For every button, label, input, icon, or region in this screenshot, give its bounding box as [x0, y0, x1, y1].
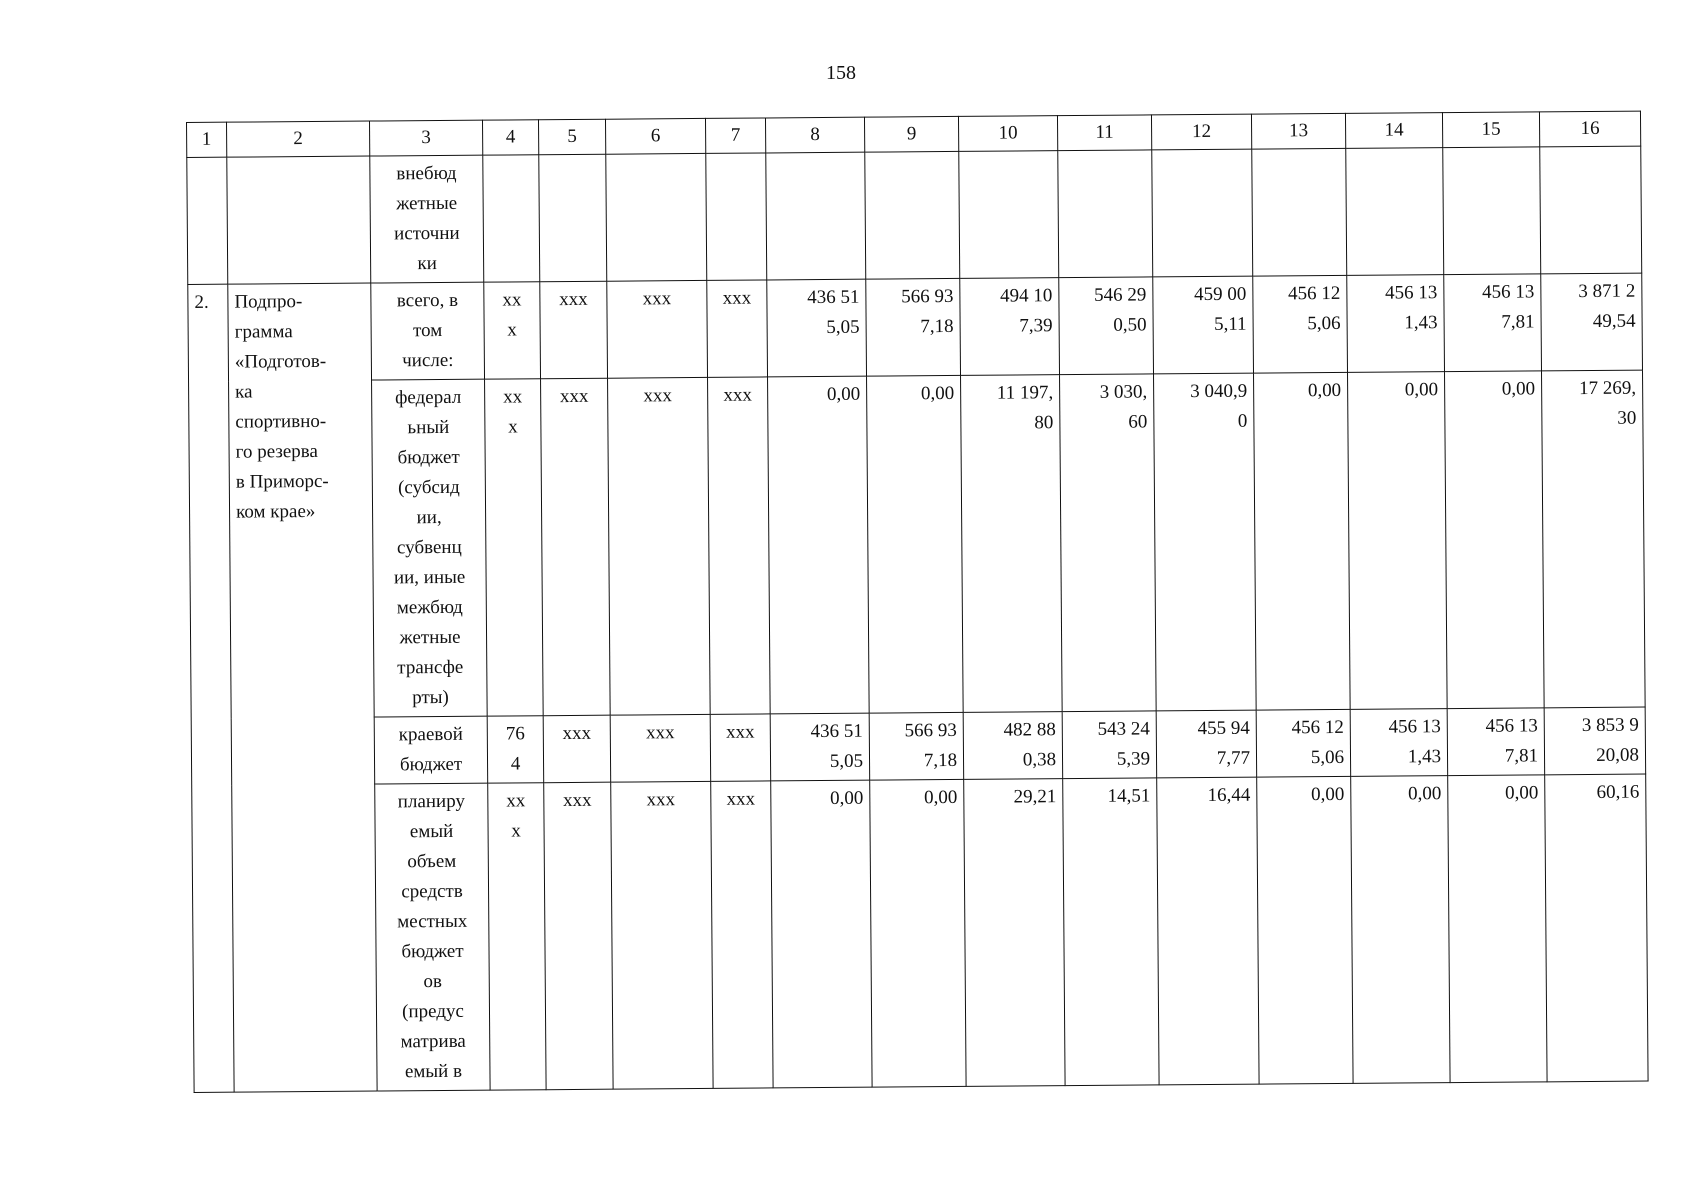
table-cell: ххх: [707, 280, 768, 377]
table-cell: 566 93 7,18: [869, 712, 964, 780]
funding-source-cell: внебюд жетные источни ки: [370, 155, 484, 283]
table-cell: 436 51 5,05: [767, 279, 867, 377]
table-cell: 0,00: [870, 779, 966, 1087]
table-row: [189, 370, 1646, 718]
table-row: [187, 146, 1642, 284]
table-cell: [1152, 149, 1253, 277]
table-cell: 456 13 1,43: [1347, 275, 1445, 373]
table-cell: 436 51 5,05: [770, 713, 870, 781]
page-number: 158: [826, 62, 856, 84]
table-cell: [539, 154, 607, 282]
table-cell: 3 040,9 0: [1154, 373, 1257, 711]
table-cell: [1443, 147, 1541, 275]
table-cell: 456 12 5,06: [1253, 275, 1348, 373]
table-cell: 455 94 7,77: [1156, 710, 1257, 778]
table-cell: хх х: [485, 379, 544, 716]
table-cell: 0,00: [867, 375, 964, 713]
table-cell: 456 12 5,06: [1256, 709, 1351, 777]
table-cell: [1346, 148, 1444, 276]
table-cell: [706, 153, 767, 280]
table-cell: [959, 151, 1059, 279]
header-cell: 16: [1539, 111, 1640, 147]
funding-source-cell: планиру емый объем средств местных бюджет ов (предус матрива емый в: [375, 783, 490, 1091]
header-cell: 7: [705, 118, 765, 153]
table-cell: 17 269, 30: [1541, 370, 1645, 708]
row-number-cell: [187, 157, 228, 284]
table-cell: хх х: [488, 783, 546, 1090]
header-cell: 4: [482, 120, 538, 155]
table-cell: 16,44: [1157, 777, 1259, 1085]
table-cell: 0,00: [1348, 372, 1448, 710]
table-cell: ххх: [543, 715, 611, 783]
header-cell: 11: [1057, 115, 1151, 151]
table-cell: 3 871 2 49,54: [1541, 273, 1643, 371]
table-cell: [766, 152, 866, 280]
table-cell: [1540, 146, 1642, 274]
header-cell: 1: [187, 122, 227, 157]
budget-table: [186, 111, 1649, 1093]
table-cell: 3 030, 60: [1060, 374, 1157, 712]
table-cell: ххх: [711, 781, 773, 1088]
funding-source-cell: всего, в том числе:: [371, 282, 485, 380]
table-cell: 543 24 5,39: [1062, 711, 1157, 779]
table-cell: [865, 151, 960, 279]
row-number-cell: 2.: [188, 284, 234, 1092]
table-cell: 14,51: [1063, 778, 1159, 1086]
table-cell: 0,00: [768, 376, 870, 714]
table-cell: 11 197, 80: [961, 375, 1063, 713]
program-name-cell: [227, 156, 371, 284]
header-cell: 5: [538, 119, 605, 155]
table-cell: 459 00 5,11: [1153, 276, 1254, 374]
header-cell: 8: [765, 117, 864, 153]
table-cell: ххх: [708, 377, 771, 714]
table-cell: ххх: [607, 280, 708, 378]
table-cell: 3 853 9 20,08: [1544, 707, 1646, 775]
header-cell: 13: [1251, 113, 1345, 149]
table-cell: 0,00: [1254, 372, 1351, 710]
table-row: [192, 774, 1648, 1092]
table-cell: [483, 155, 540, 282]
funding-source-cell: федерал ьный бюджет (субсид ии, субвенц ии, иные межбюд жетные трансфе рты): [372, 379, 488, 717]
table-row: [191, 707, 1645, 785]
header-cell: 9: [864, 116, 958, 152]
header-cell: 3: [369, 120, 482, 156]
table-cell: 494 10 7,39: [960, 278, 1060, 376]
table-cell: 0,00: [1448, 775, 1547, 1083]
table-cell: 76 4: [487, 716, 544, 783]
table-cell: хх х: [484, 282, 541, 379]
table-cell: ххх: [540, 281, 608, 379]
header-cell: 10: [958, 116, 1057, 152]
table-cell: 482 88 0,38: [963, 712, 1063, 780]
table-cell: 456 13 7,81: [1444, 274, 1542, 372]
table-cell: 0,00: [1351, 776, 1450, 1084]
table-row: [188, 273, 1643, 381]
table-cell: ххх: [710, 714, 771, 781]
table-cell: 60,16: [1545, 774, 1648, 1082]
header-cell: 6: [605, 118, 705, 154]
table-cell: 456 13 1,43: [1350, 709, 1448, 777]
table-cell: [1058, 150, 1153, 278]
header-cell: 14: [1345, 113, 1442, 149]
table-cell: [606, 153, 707, 281]
header-cell: 12: [1151, 114, 1251, 150]
table-cell: ххх: [541, 378, 611, 716]
table-cell: ххх: [611, 781, 713, 1089]
table-cell: 0,00: [1444, 371, 1544, 709]
funding-source-cell: краевой бюджет: [374, 716, 488, 784]
table-cell: 0,00: [771, 780, 872, 1088]
table-cell: 0,00: [1257, 776, 1353, 1084]
table-cell: 546 29 0,50: [1059, 277, 1154, 375]
header-cell: 2: [227, 121, 370, 157]
table-cell: 566 93 7,18: [866, 278, 961, 376]
table-cell: 456 13 7,81: [1447, 708, 1545, 776]
table-cell: ххх: [544, 782, 613, 1090]
header-cell: 15: [1442, 112, 1539, 148]
program-name-cell: Подпро- грамма «Подготов- ка спортивно- го резерва в Приморс- ком крае»: [228, 283, 377, 1092]
table-cell: ххх: [610, 714, 711, 782]
table-cell: 29,21: [964, 779, 1065, 1087]
table-cell: [1252, 148, 1347, 276]
table-cell: ххх: [608, 377, 711, 715]
